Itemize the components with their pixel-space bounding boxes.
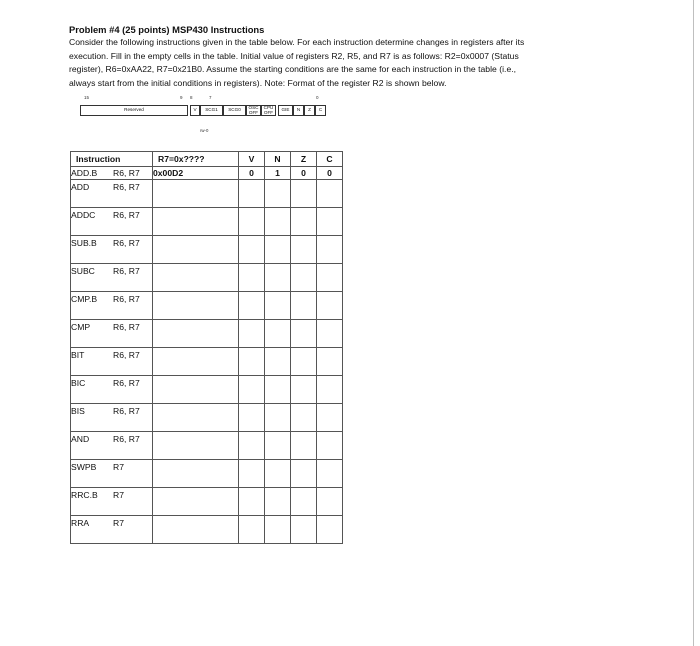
flag-z-answer-cell[interactable] <box>291 236 317 264</box>
instruction-mnemonic: SWPB <box>71 462 97 472</box>
flag-c-answer-cell[interactable] <box>317 236 343 264</box>
field-scg0: SCG0 <box>223 105 246 116</box>
flag-n-answer-cell[interactable] <box>265 292 291 320</box>
r7-answer-cell[interactable] <box>153 292 239 320</box>
flag-v-answer-cell[interactable] <box>239 488 265 516</box>
instruction-table <box>70 151 343 544</box>
header-z: Z <box>291 152 317 167</box>
table-body <box>71 180 343 544</box>
instruction-operands: R6, R7 <box>113 378 140 388</box>
flag-n-answer-cell[interactable] <box>265 320 291 348</box>
flag-c-answer-cell[interactable] <box>317 348 343 376</box>
instruction-mnemonic: CMP.B <box>71 294 98 304</box>
problem-line-3: register), R6=0xAA22, R7=0x21B0. Assume the starting conditions are the same for each instruction in the table (i.e., <box>69 64 517 75</box>
flag-n-answer-cell[interactable] <box>265 208 291 236</box>
flag-c-answer-cell[interactable] <box>317 516 343 544</box>
header-c: C <box>317 152 343 167</box>
instruction-mnemonic: CMP <box>71 322 91 332</box>
flag-c-answer-cell[interactable] <box>317 180 343 208</box>
instruction-cell <box>71 348 153 376</box>
rw-label: rw-0 <box>200 128 209 133</box>
page-edge <box>693 0 694 646</box>
field-cpuoff: CPU OFF <box>261 105 276 116</box>
instruction-operands: R7 <box>113 490 124 500</box>
problem-line-1: Consider the following instructions given in the table below. For each instruction determine changes in registers after its <box>69 37 525 47</box>
instruction-cell <box>71 432 153 460</box>
instruction-operands: R7 <box>113 462 124 472</box>
bit-label-7: 7 <box>209 95 212 100</box>
instruction-mnemonic: SUB.B <box>71 238 97 248</box>
instruction-cell <box>71 376 153 404</box>
problem-title: Problem #4 (25 points) MSP430 Instructions <box>69 24 265 35</box>
table-header-row <box>71 152 343 167</box>
example-v: 0 <box>239 167 265 180</box>
instruction-cell <box>71 404 153 432</box>
table-row <box>71 488 343 516</box>
instruction-cell <box>71 208 153 236</box>
table-row <box>71 348 343 376</box>
r7-answer-cell[interactable] <box>153 180 239 208</box>
field-v: V <box>190 105 200 116</box>
flag-v-answer-cell[interactable] <box>239 516 265 544</box>
instruction-cell <box>71 488 153 516</box>
flag-v-answer-cell[interactable] <box>239 208 265 236</box>
flag-v-answer-cell[interactable] <box>239 376 265 404</box>
flag-v-answer-cell[interactable] <box>239 292 265 320</box>
instruction-cell <box>71 236 153 264</box>
header-r7: R7=0x???? <box>153 152 239 167</box>
instruction-operands: R6, R7 <box>113 322 140 332</box>
instruction-operands: R6, R7 <box>113 406 140 416</box>
table-row <box>71 376 343 404</box>
instruction-operands: R6, R7 <box>113 210 140 220</box>
problem-line-2: execution. Fill in the empty cells in the table. Initial value of registers R2, R5, and R7 is as follows: R2=0x0007 (Status <box>69 50 519 61</box>
flag-c-answer-cell[interactable] <box>317 208 343 236</box>
instruction-mnemonic: SUBC <box>71 266 95 276</box>
flag-n-answer-cell[interactable] <box>265 460 291 488</box>
table-row <box>71 208 343 236</box>
flag-n-answer-cell[interactable] <box>265 432 291 460</box>
table-row <box>71 460 343 488</box>
flag-c-answer-cell[interactable] <box>317 488 343 516</box>
flag-c-answer-cell[interactable] <box>317 320 343 348</box>
field-c: C <box>315 105 326 116</box>
bit-label-15: 15 <box>84 95 90 100</box>
instruction-operands: R7 <box>113 518 124 528</box>
flag-n-answer-cell[interactable] <box>265 180 291 208</box>
instruction-cell <box>71 292 153 320</box>
r7-answer-cell[interactable] <box>153 264 239 292</box>
field-scg1: SCG1 <box>200 105 223 116</box>
r7-answer-cell[interactable] <box>153 208 239 236</box>
status-register-diagram <box>80 95 340 143</box>
r7-answer-cell[interactable] <box>153 236 239 264</box>
example-c: 0 <box>317 167 343 180</box>
example-operands: R6, R7 <box>113 168 140 178</box>
r7-answer-cell[interactable] <box>153 348 239 376</box>
example-mnemonic: ADD.B <box>71 168 98 178</box>
flag-z-answer-cell[interactable] <box>291 208 317 236</box>
flag-n-answer-cell[interactable] <box>265 376 291 404</box>
problem-line-4: always start from the initial conditions in registers). Note: Format of the register R2 is shown below. <box>69 77 447 88</box>
instruction-mnemonic: AND <box>71 434 90 444</box>
flag-z-answer-cell[interactable] <box>291 180 317 208</box>
example-instruction <box>71 167 153 180</box>
flag-v-answer-cell[interactable] <box>239 432 265 460</box>
flag-z-answer-cell[interactable] <box>291 460 317 488</box>
table-row <box>71 516 343 544</box>
r7-answer-cell[interactable] <box>153 516 239 544</box>
flag-c-answer-cell[interactable] <box>317 376 343 404</box>
flag-v-answer-cell[interactable] <box>239 348 265 376</box>
table-row <box>71 180 343 208</box>
bit-label-0: 0 <box>316 95 319 100</box>
flag-v-answer-cell[interactable] <box>239 236 265 264</box>
flag-v-answer-cell[interactable] <box>239 320 265 348</box>
instruction-mnemonic: RRC.B <box>71 490 98 500</box>
flag-z-answer-cell[interactable] <box>291 376 317 404</box>
flag-v-answer-cell[interactable] <box>239 460 265 488</box>
flag-z-answer-cell[interactable] <box>291 516 317 544</box>
flag-n-answer-cell[interactable] <box>265 488 291 516</box>
problem-text <box>69 23 629 90</box>
instruction-mnemonic: BIT <box>71 350 85 360</box>
r7-answer-cell[interactable] <box>153 404 239 432</box>
flag-v-answer-cell[interactable] <box>239 404 265 432</box>
flag-n-answer-cell[interactable] <box>265 348 291 376</box>
flag-z-answer-cell[interactable] <box>291 348 317 376</box>
r7-answer-cell[interactable] <box>153 432 239 460</box>
flag-n-answer-cell[interactable] <box>265 516 291 544</box>
flag-n-answer-cell[interactable] <box>265 236 291 264</box>
field-n: N <box>293 105 304 116</box>
instruction-mnemonic: ADD <box>71 182 90 192</box>
table-row <box>71 320 343 348</box>
example-row <box>71 167 343 180</box>
instruction-mnemonic: ADDC <box>71 210 96 220</box>
header-v: V <box>239 152 265 167</box>
instruction-mnemonic: RRA <box>71 518 90 528</box>
r7-answer-cell[interactable] <box>153 488 239 516</box>
r7-answer-cell[interactable] <box>153 376 239 404</box>
table-row <box>71 404 343 432</box>
instruction-cell <box>71 264 153 292</box>
instruction-operands: R6, R7 <box>113 238 140 248</box>
flag-v-answer-cell[interactable] <box>239 264 265 292</box>
flag-c-answer-cell[interactable] <box>317 460 343 488</box>
flag-n-answer-cell[interactable] <box>265 404 291 432</box>
flag-c-answer-cell[interactable] <box>317 264 343 292</box>
header-instruction: Instruction <box>71 152 153 167</box>
flag-z-answer-cell[interactable] <box>291 320 317 348</box>
instruction-operands: R6, R7 <box>113 434 140 444</box>
r7-answer-cell[interactable] <box>153 460 239 488</box>
flag-n-answer-cell[interactable] <box>265 264 291 292</box>
instruction-operands: R6, R7 <box>113 350 140 360</box>
flag-z-answer-cell[interactable] <box>291 488 317 516</box>
table-row <box>71 236 343 264</box>
field-z: Z <box>304 105 315 116</box>
instruction-operands: R6, R7 <box>113 182 140 192</box>
field-oscoff: OSC OFF <box>246 105 261 116</box>
field-reserved: Reserved <box>80 105 188 116</box>
instruction-cell <box>71 180 153 208</box>
example-r7: 0x00D2 <box>153 167 239 180</box>
bit-label-9: 9 <box>180 95 183 100</box>
flag-c-answer-cell[interactable] <box>317 432 343 460</box>
field-gie: GIE <box>278 105 293 116</box>
table-row <box>71 264 343 292</box>
instruction-mnemonic: BIC <box>71 378 86 388</box>
example-n: 1 <box>265 167 291 180</box>
bit-label-8: 8 <box>190 95 193 100</box>
flag-c-answer-cell[interactable] <box>317 292 343 320</box>
instruction-mnemonic: BIS <box>71 406 85 416</box>
instruction-cell <box>71 320 153 348</box>
r7-answer-cell[interactable] <box>153 320 239 348</box>
instruction-operands: R6, R7 <box>113 294 140 304</box>
flag-c-answer-cell[interactable] <box>317 404 343 432</box>
flag-z-answer-cell[interactable] <box>291 404 317 432</box>
flag-z-answer-cell[interactable] <box>291 264 317 292</box>
table-row <box>71 292 343 320</box>
example-z: 0 <box>291 167 317 180</box>
flag-z-answer-cell[interactable] <box>291 292 317 320</box>
instruction-operands: R6, R7 <box>113 266 140 276</box>
flag-v-answer-cell[interactable] <box>239 180 265 208</box>
flag-z-answer-cell[interactable] <box>291 432 317 460</box>
header-n: N <box>265 152 291 167</box>
instruction-cell <box>71 516 153 544</box>
table-row <box>71 432 343 460</box>
instruction-cell <box>71 460 153 488</box>
